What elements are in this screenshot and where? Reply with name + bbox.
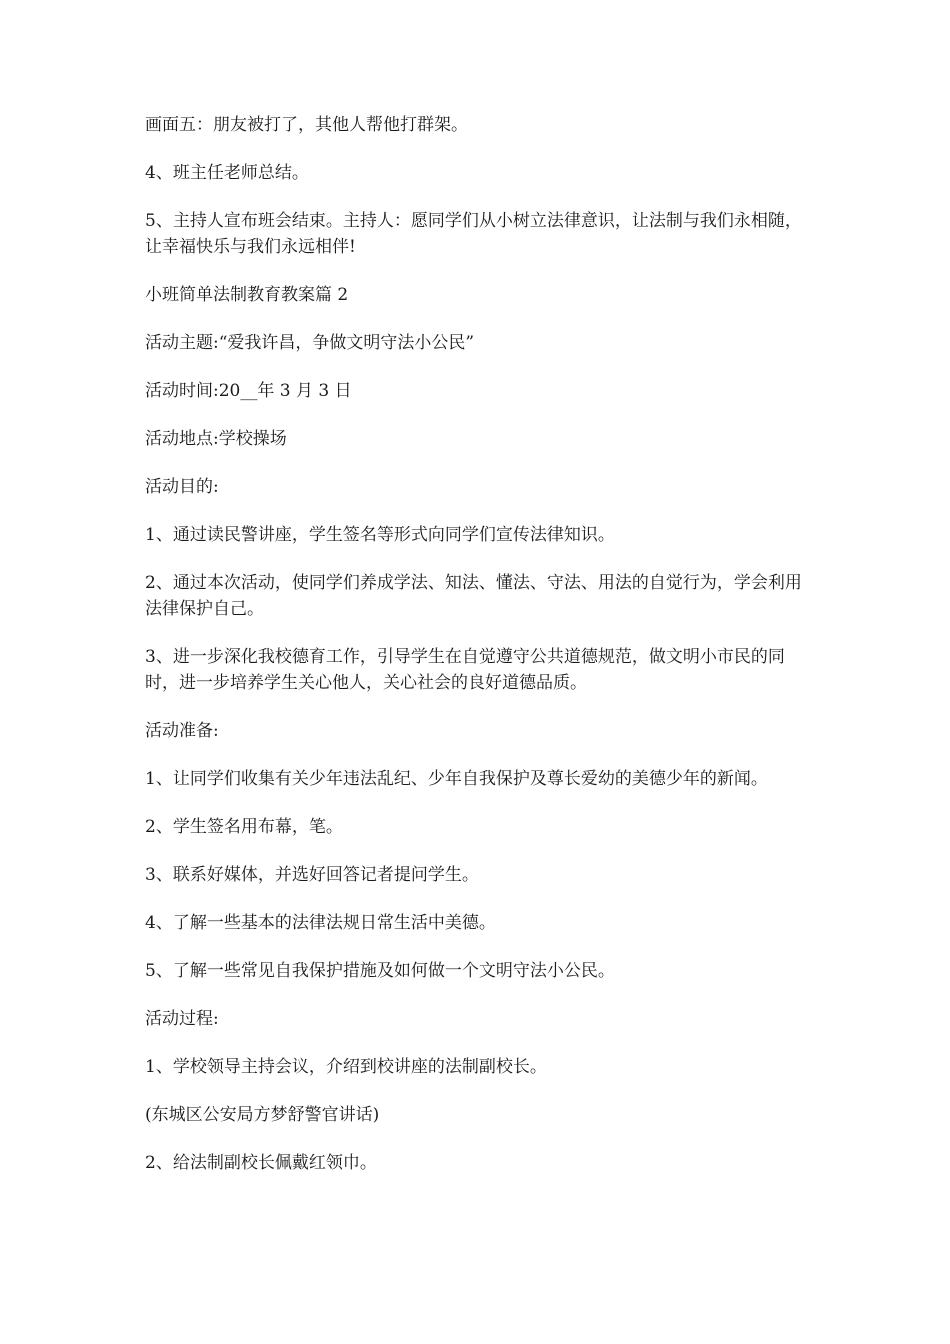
paragraph-activity-location: 活动地点:学校操场 — [145, 429, 287, 449]
paragraph-activity-theme: 活动主题:“爱我许昌，争做文明守法小公民” — [145, 333, 475, 353]
list-item: 4、了解一些基本的法律法规日常生活中美德。 — [145, 913, 496, 933]
list-item: 1、让同学们收集有关少年违法乱纪、少年自我保护及尊长爱幼的美德少年的新闻。 — [145, 769, 768, 789]
paragraph-activity-prep-heading: 活动准备: — [145, 721, 219, 741]
paragraph-scene-five: 画面五：朋友被打了，其他人帮他打群架。 — [145, 115, 468, 135]
list-item: 2、学生签名用布幕，笔。 — [145, 817, 343, 837]
list-item: 5、了解一些常见自我保护措施及如何做一个文明守法小公民。 — [145, 961, 615, 981]
section-heading: 小班简单法制教育教案篇 2 — [145, 285, 349, 305]
paragraph-host-closing: 5、主持人宣布班会结束。主持人：愿同学们从小树立法律意识，让法制与我们永相随，让幸福快乐与我们永远相伴! — [145, 211, 802, 257]
document-body — [145, 112, 815, 1198]
list-item: 1、学校领导主持会议，介绍到校讲座的法制副校长。 — [145, 1057, 547, 1077]
list-item: 3、进一步深化我校德育工作，引导学生在自觉遵守公共道德规范，做文明小市民的同时，进一步培养学生关心他人，关心社会的良好道德品质。 — [145, 647, 785, 693]
list-item: 3、联系好媒体，并选好回答记者提问学生。 — [145, 865, 479, 885]
paragraph-teacher-summary: 4、班主任老师总结。 — [145, 163, 309, 183]
paragraph-activity-process-heading: 活动过程: — [145, 1009, 219, 1029]
list-item: 1、通过读民警讲座，学生签名等形式向同学们宣传法律知识。 — [145, 525, 615, 545]
paragraph-activity-goals-heading: 活动目的: — [145, 477, 219, 497]
paragraph-speaker-note: (东城区公安局方梦舒警官讲话) — [145, 1105, 380, 1125]
list-item: 2、给法制副校长佩戴红领巾。 — [145, 1153, 377, 1173]
list-item: 2、通过本次活动，使同学们养成学法、知法、懂法、守法、用法的自觉行为，学会利用法律保护自己。 — [145, 573, 802, 619]
paragraph-activity-time: 活动时间:20__年 3 月 3 日 — [145, 381, 352, 401]
